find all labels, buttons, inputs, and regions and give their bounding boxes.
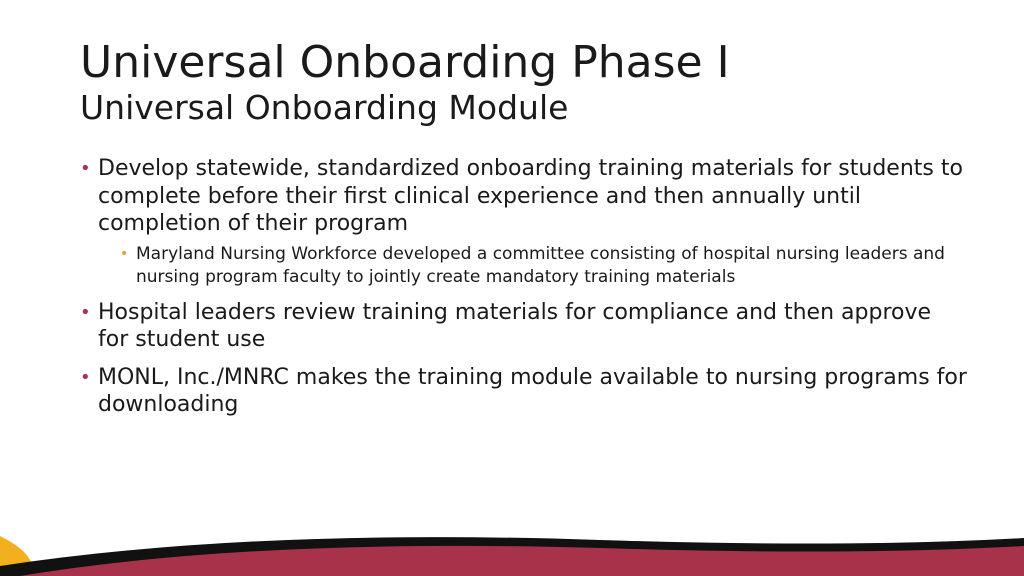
bullet-item	[78, 155, 968, 289]
bullet-text: MONL, Inc./MNRC makes the training module available to nursing programs for downloading	[98, 364, 967, 417]
sub-bullet-item	[118, 243, 968, 289]
sub-bullet-text: Maryland Nursing Workforce developed a committee consisting of hospital nursing leaders and nursing program faculty to jointly create mandatory training materials	[136, 243, 945, 287]
bullet-dot-icon: •	[80, 301, 91, 323]
bullet-dot-icon: •	[80, 158, 91, 179]
bullet-text: Develop statewide, standardized onboarding training materials for students to complete before their first clinical experience and then annually until completion of their program	[98, 156, 963, 236]
bullet-item	[78, 364, 968, 419]
slide-title: Universal Onboarding Phase I	[80, 37, 730, 88]
title-block	[80, 38, 730, 128]
bullet-item	[78, 299, 968, 354]
bullet-dot-icon: •	[80, 366, 91, 388]
bullet-text: Hospital leaders review training materials for compliance and then approve for student use	[98, 299, 932, 352]
slide-content	[78, 155, 968, 429]
footer-wave-decoration	[0, 526, 1024, 576]
bullet-list	[78, 155, 968, 419]
sub-bullet-list	[118, 243, 968, 289]
sub-bullet-dot-icon: •	[120, 245, 129, 262]
slide-subtitle: Universal Onboarding Module	[80, 88, 569, 127]
